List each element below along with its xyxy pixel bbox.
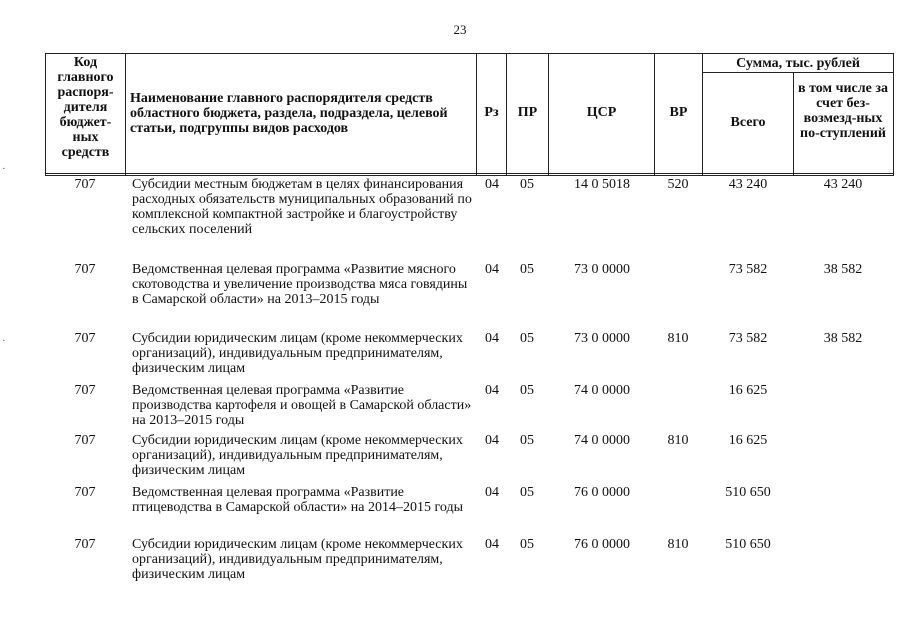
row-4-total: 16 625 [728, 383, 768, 398]
page-number: 23 [453, 22, 467, 37]
row-5-total: 16 625 [728, 433, 768, 448]
row-7-vr: 810 [667, 537, 689, 552]
row-4-name: Ведомственная целевая программа «Развитие производства картофеля и овощей в Самарской области» на 2013–2015 годы [132, 383, 472, 428]
header-name: Наименование главного распорядителя средств областного бюджета, раздела, подраздела, целевой статьи, подгруппы видов расходов [130, 91, 448, 136]
row-7-name: Субсидии юридическим лицам (кроме некоммерческих организаций), индивидуальным предпринимателям, физическим лицам [132, 537, 463, 582]
row-3-code: 707 [74, 331, 96, 346]
row-2-name: Ведомственная целевая программа «Развитие мясного скотоводства и увеличение производства мяса говядины в Самарской области» на 2013–2015 годы [132, 262, 468, 307]
row-2-total: 73 582 [728, 262, 768, 277]
row-1-pr: 05 [520, 177, 534, 192]
margin-mark: · [2, 335, 6, 347]
row-6-rz: 04 [485, 485, 499, 500]
row-7-rz: 04 [485, 537, 499, 552]
row-5-rz: 04 [485, 433, 499, 448]
row-7-csr: 76 0 0000 [574, 537, 630, 552]
row-3-csr: 73 0 0000 [574, 331, 630, 346]
row-2-free: 38 582 [823, 262, 863, 277]
row-1-total: 43 240 [728, 177, 768, 192]
row-3-rz: 04 [485, 331, 499, 346]
row-2-pr: 05 [520, 262, 534, 277]
row-5-vr: 810 [667, 433, 689, 448]
margin-mark: · [2, 163, 6, 175]
row-2-csr: 73 0 0000 [574, 262, 630, 277]
row-2-rz: 04 [485, 262, 499, 277]
row-1-rz: 04 [485, 177, 499, 192]
row-2-code: 707 [74, 262, 96, 277]
header-total: Всего [730, 115, 766, 130]
row-1-csr: 14 0 5018 [574, 177, 630, 192]
row-5-csr: 74 0 0000 [574, 433, 630, 448]
header-rz: Рз [484, 105, 499, 120]
header-pr: ПР [517, 105, 538, 120]
row-3-pr: 05 [520, 331, 534, 346]
row-5-code: 707 [74, 433, 96, 448]
row-7-code: 707 [74, 537, 96, 552]
row-3-name: Субсидии юридическим лицам (кроме некоммерческих организаций), индивидуальным предпринимателям, физическим лицам [132, 331, 463, 376]
row-4-pr: 05 [520, 383, 534, 398]
row-4-rz: 04 [485, 383, 499, 398]
row-6-code: 707 [74, 485, 96, 500]
header-code: Код главного распоря-дителя бюджет-ных средств [57, 55, 114, 160]
header-sum-group: Сумма, тыс. рублей [736, 56, 860, 71]
row-7-pr: 05 [520, 537, 534, 552]
row-3-free: 38 582 [823, 331, 863, 346]
header-csr: ЦСР [586, 105, 617, 120]
row-1-vr: 520 [667, 177, 689, 192]
header-vr: ВР [669, 105, 688, 120]
row-7-total: 510 650 [725, 537, 771, 552]
row-6-name: Ведомственная целевая программа «Развитие птицеводства в Самарской области» на 2014–2015 годы [132, 485, 463, 515]
row-3-vr: 810 [667, 331, 689, 346]
row-1-name: Субсидии местным бюджетам в целях финансирования расходных обязательств муниципальных образований по комплексной компактной застройке и благоустройству сельских поселений [132, 177, 472, 237]
row-5-pr: 05 [520, 433, 534, 448]
header-free: в том числе за счет без-возмезд-ных по-ступлений [798, 81, 888, 141]
row-4-code: 707 [74, 383, 96, 398]
row-6-total: 510 650 [725, 485, 771, 500]
row-1-free: 43 240 [823, 177, 863, 192]
row-3-total: 73 582 [728, 331, 768, 346]
row-6-csr: 76 0 0000 [574, 485, 630, 500]
row-6-pr: 05 [520, 485, 534, 500]
row-4-csr: 74 0 0000 [574, 383, 630, 398]
row-5-name: Субсидии юридическим лицам (кроме некоммерческих организаций), индивидуальным предпринимателям, физическим лицам [132, 433, 463, 478]
row-1-code: 707 [74, 177, 96, 192]
